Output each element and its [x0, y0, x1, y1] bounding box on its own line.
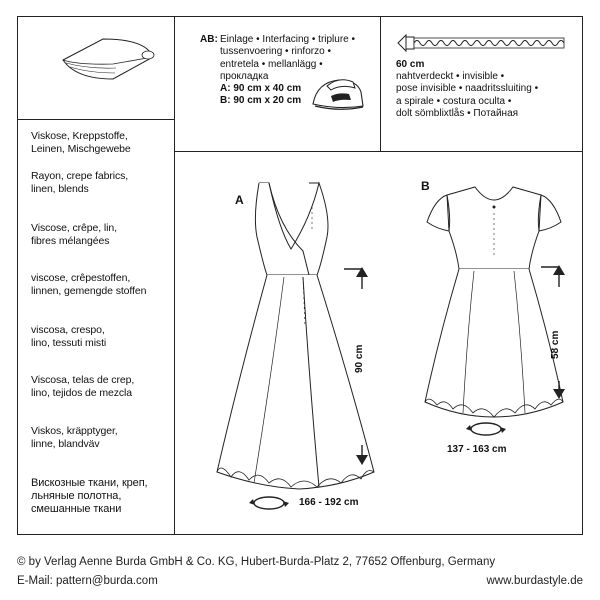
- view-b-length: 58 cm: [550, 330, 561, 359]
- view-a-label: A: [235, 193, 244, 207]
- iron-icon: [309, 72, 369, 112]
- view-a-hem: 166 - 192 cm: [299, 497, 359, 508]
- interfacing-size-a: A: 90 cm x 40 cm: [220, 83, 302, 94]
- notions-divider: [380, 17, 381, 152]
- fabric-de: Viskose, Kreppstoffe, Leinen, Mischgewebe: [31, 130, 131, 155]
- view-b-label: B: [421, 179, 430, 193]
- zipper-length: 60 cm: [396, 59, 425, 70]
- interfacing-size-b: B: 90 cm x 20 cm: [220, 95, 302, 106]
- hem-width-icon-b: [466, 419, 506, 439]
- interfacing-words: Einlage • Interfacing • triplure • tussenvoering • rinforzo • entretela • mellanlägg • прокладка: [220, 34, 356, 82]
- view-b-hem: 137 - 163 cm: [447, 444, 507, 455]
- fabric-column: [18, 17, 175, 534]
- interfacing-prefix: AB:: [200, 34, 218, 45]
- fabric-bolt-icon: [18, 17, 174, 120]
- notions-band: [174, 17, 582, 152]
- fabric-sv: Viskos, kräpptyger, linne, blandväv: [31, 425, 118, 450]
- website-link[interactable]: www.burdastyle.de: [486, 575, 583, 587]
- hem-width-icon-a: [249, 493, 289, 513]
- email-text: E-Mail: pattern@burda.com: [17, 575, 158, 587]
- zipper-words: nahtverdeckt • invisible • pose invisible • naadritssluiting • a spirale • costura oculta • dolt sömblixtlås • Потайная: [396, 71, 539, 119]
- view-a-length: 90 cm: [354, 344, 365, 373]
- fabric-en: Rayon, crepe fabrics, linen, blends: [31, 170, 129, 195]
- fabric-fr: Viscose, crêpe, lin, fibres mélangées: [31, 222, 117, 247]
- fabric-icon-box: [18, 17, 174, 120]
- zipper-icon: [396, 31, 566, 55]
- copyright-text: © by Verlag Aenne Burda GmbH & Co. KG, Hubert-Burda-Platz 2, 77652 Offenburg, Germany: [17, 556, 496, 568]
- fabric-nl: viscose, crêpestoffen, linnen, gemengde stoffen: [31, 272, 147, 297]
- fabric-ru: Вискозные ткани, креп, льняные полотна, смешанные ткани: [31, 477, 148, 515]
- pattern-details: [174, 17, 582, 534]
- fabric-it: viscosa, crespo, lino, tessuti misti: [31, 324, 107, 349]
- pattern-envelope-frame: [17, 16, 583, 535]
- fabric-es: Viscosa, telas de crep, lino, tejidos de mezcla: [31, 374, 135, 399]
